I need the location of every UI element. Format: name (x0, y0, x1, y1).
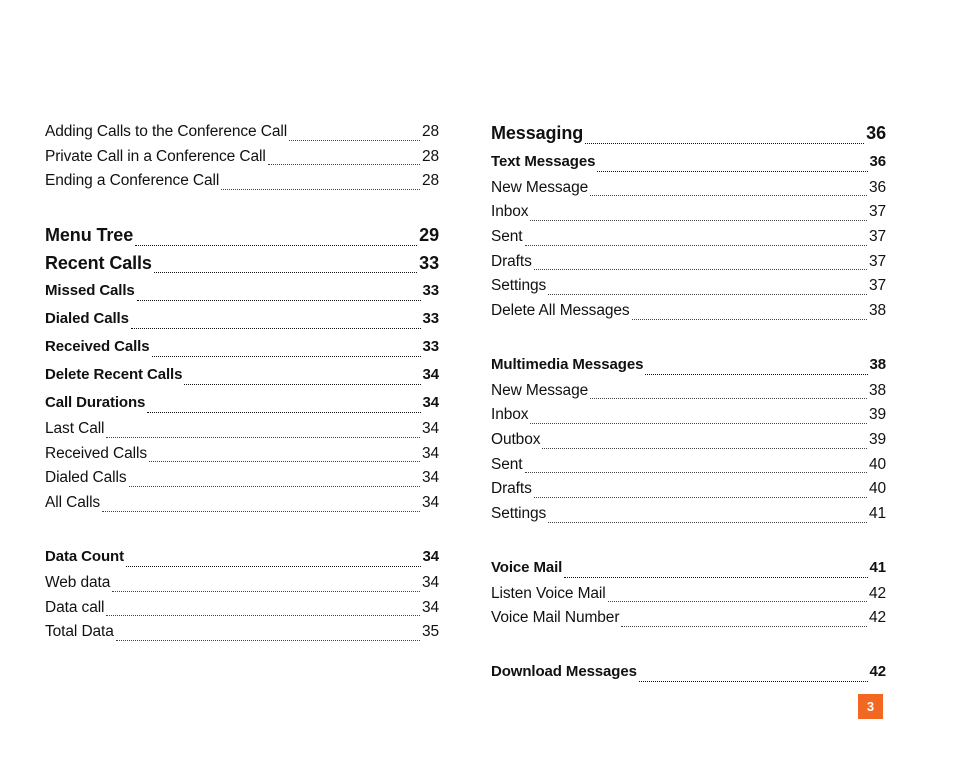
leader-dots (116, 640, 420, 641)
toc-entry-page: 41 (869, 558, 886, 576)
leader-dots (534, 497, 867, 498)
toc-chapter-recent-calls[interactable] (45, 250, 439, 278)
toc-entry-label: Text Messages (491, 152, 596, 170)
toc-entry-label: Sent (491, 227, 523, 245)
toc-entry-page: 34 (422, 394, 439, 412)
toc-left-column (45, 120, 439, 645)
leader-dots (106, 615, 420, 616)
toc-entry[interactable] (491, 453, 886, 478)
toc-entry-label: Received Calls (45, 338, 150, 356)
toc-entry-page: 36 (869, 152, 886, 170)
toc-entry-label: Received Calls (45, 444, 147, 462)
toc-entry-label: Sent (491, 455, 523, 473)
toc-entry-page: 28 (421, 147, 439, 165)
toc-entry-label: Inbox (491, 406, 529, 424)
toc-entry[interactable] (45, 120, 439, 145)
toc-entry-page: 34 (421, 573, 439, 591)
leader-dots (131, 328, 421, 329)
toc-section-text-messages[interactable] (491, 148, 886, 176)
toc-entry-label: Voice Mail (491, 558, 563, 576)
leader-dots (530, 423, 867, 424)
leader-dots (525, 245, 867, 246)
toc-entry[interactable] (45, 145, 439, 170)
toc-entry[interactable] (45, 417, 439, 442)
toc-entry-label: Multimedia Messages (491, 355, 644, 373)
toc-entry-page: 34 (422, 366, 439, 384)
toc-entry-page: 37 (868, 203, 886, 221)
leader-dots (154, 272, 417, 273)
leader-dots (137, 300, 421, 301)
toc-entry-label: Outbox (491, 431, 541, 448)
toc-entry-page: 37 (868, 277, 886, 295)
toc-entry-page: 39 (868, 406, 886, 424)
toc-entry-label: Inbox (491, 203, 529, 221)
toc-entry-page: 41 (868, 505, 886, 523)
page-number-badge: 3 (858, 694, 883, 719)
toc-entry-page: 36 (866, 123, 886, 143)
leader-dots (534, 269, 867, 270)
toc-entry-page: 37 (868, 227, 886, 245)
toc-entry[interactable] (491, 299, 886, 324)
toc-entry-page: 33 (422, 338, 439, 356)
leader-dots (564, 577, 867, 578)
leader-dots (621, 626, 867, 627)
toc-entry-label: Dialed Calls (45, 469, 127, 487)
toc-entry-page: 34 (421, 598, 439, 616)
leader-dots (632, 319, 867, 320)
toc-entry-label: Call Durations (45, 394, 146, 412)
toc-entry-label: Delete Recent Calls (45, 366, 183, 384)
toc-entry-page: 38 (868, 301, 886, 319)
leader-dots (639, 681, 868, 682)
toc-entry-page: 42 (868, 609, 886, 627)
toc-section-missed-calls[interactable] (45, 277, 439, 305)
toc-entry[interactable] (491, 606, 886, 631)
toc-entry-page: 34 (421, 469, 439, 487)
toc-right-column (491, 120, 886, 686)
toc-entry-page: 40 (868, 455, 886, 473)
toc-entry-page: 38 (868, 381, 886, 399)
toc-section-delete-recent-calls[interactable] (45, 361, 439, 389)
toc-entry[interactable] (45, 491, 439, 516)
leader-dots (542, 448, 867, 449)
toc-entry-page: 42 (868, 584, 886, 602)
leader-dots (147, 412, 420, 413)
toc-section-multimedia-messages[interactable] (491, 351, 886, 379)
leader-dots (106, 437, 420, 438)
toc-section-call-durations[interactable] (45, 389, 439, 417)
toc-chapter-messaging[interactable] (491, 120, 886, 148)
leader-dots (548, 522, 867, 523)
toc-entry-label: Private Call in a Conference Call (45, 147, 266, 165)
toc-entry-label: Download Messages (491, 663, 637, 681)
toc-entry-label: Data Count (45, 547, 124, 565)
toc-entry[interactable] (491, 428, 886, 453)
leader-dots (135, 245, 417, 246)
leader-dots (221, 189, 420, 190)
toc-section-dialed-calls[interactable] (45, 305, 439, 333)
toc-entry[interactable] (491, 582, 886, 607)
toc-section-received-calls[interactable] (45, 333, 439, 361)
toc-entry-page: 36 (868, 178, 886, 196)
toc-entry-page: 29 (419, 225, 439, 246)
leader-dots (152, 356, 421, 357)
leader-dots (102, 511, 420, 512)
toc-entry-label: Drafts (491, 480, 532, 498)
toc-entry-label: Delete All Messages (491, 301, 630, 319)
leader-dots (597, 171, 867, 172)
toc-entry-page: 35 (421, 623, 439, 641)
leader-dots (525, 472, 867, 473)
leader-dots (590, 195, 867, 196)
toc-entry-label: Total Data (45, 623, 114, 641)
toc-entry-page: 34 (422, 547, 439, 565)
toc-entry-label: Settings (491, 505, 547, 523)
toc-entry-label: New Message (491, 178, 589, 196)
toc-section-data-count[interactable] (45, 543, 439, 571)
toc-entry-label: Missed Calls (45, 282, 135, 300)
leader-dots (289, 140, 420, 141)
toc-entry-label: Dialed Calls (45, 310, 129, 328)
leader-dots (590, 398, 867, 399)
toc-entry[interactable] (491, 176, 886, 201)
toc-chapter-menu-tree[interactable] (45, 222, 439, 250)
toc-entry-label: Menu Tree (45, 225, 134, 246)
toc-entry-page: 34 (421, 444, 439, 462)
leader-dots (548, 294, 867, 295)
toc-entry[interactable] (491, 225, 886, 250)
toc-entry-page: 37 (868, 252, 886, 270)
toc-entry[interactable] (45, 596, 439, 621)
toc-entry-page: 39 (868, 431, 886, 448)
toc-entry-page: 38 (869, 355, 886, 373)
toc-entry[interactable] (491, 477, 886, 502)
toc-entry-label: Data call (45, 598, 105, 616)
toc-entry[interactable] (45, 571, 439, 596)
leader-dots (268, 164, 420, 165)
toc-entry-label: Web data (45, 573, 111, 591)
toc-entry-label: Listen Voice Mail (491, 584, 606, 602)
toc-entry[interactable] (491, 379, 886, 404)
toc-entry-page: 28 (421, 172, 439, 190)
toc-entry-label: All Calls (45, 494, 101, 512)
toc-entry[interactable] (45, 620, 439, 645)
toc-entry[interactable] (491, 250, 886, 275)
toc-entry-label: Settings (491, 277, 547, 295)
toc-entry[interactable] (491, 200, 886, 225)
toc-entry-page: 34 (421, 494, 439, 512)
leader-dots (126, 566, 421, 567)
toc-section-voice-mail[interactable] (491, 554, 886, 582)
toc-entry-page: 28 (421, 123, 439, 140)
toc-entry[interactable] (45, 442, 439, 467)
toc-entry-page: 40 (868, 480, 886, 498)
toc-entry-page: 33 (422, 310, 439, 328)
toc-entry-label: New Message (491, 381, 589, 399)
leader-dots (608, 601, 867, 602)
toc-entry-label: Adding Calls to the Conference Call (45, 123, 288, 140)
toc-entry[interactable] (491, 403, 886, 428)
toc-entry-page: 34 (421, 420, 439, 438)
toc-entry-label: Last Call (45, 420, 105, 438)
toc-entry-label: Ending a Conference Call (45, 172, 220, 190)
toc-entry-label: Drafts (491, 252, 532, 270)
toc-entry[interactable] (45, 169, 439, 194)
toc-entry-label: Voice Mail Number (491, 609, 620, 627)
toc-section-download-messages[interactable] (491, 658, 886, 686)
toc-entry-page: 42 (869, 663, 886, 681)
toc-entry[interactable] (45, 466, 439, 491)
leader-dots (585, 143, 864, 144)
leader-dots (184, 384, 420, 385)
toc-entry[interactable] (491, 502, 886, 527)
toc-entry-label: Messaging (491, 123, 584, 143)
toc-entry-label: Recent Calls (45, 252, 152, 273)
leader-dots (129, 486, 420, 487)
leader-dots (149, 461, 420, 462)
toc-entry-page: 33 (419, 252, 439, 273)
toc-entry[interactable] (491, 274, 886, 299)
leader-dots (530, 220, 867, 221)
leader-dots (645, 374, 867, 375)
toc-entry-page: 33 (422, 282, 439, 300)
leader-dots (112, 591, 420, 592)
